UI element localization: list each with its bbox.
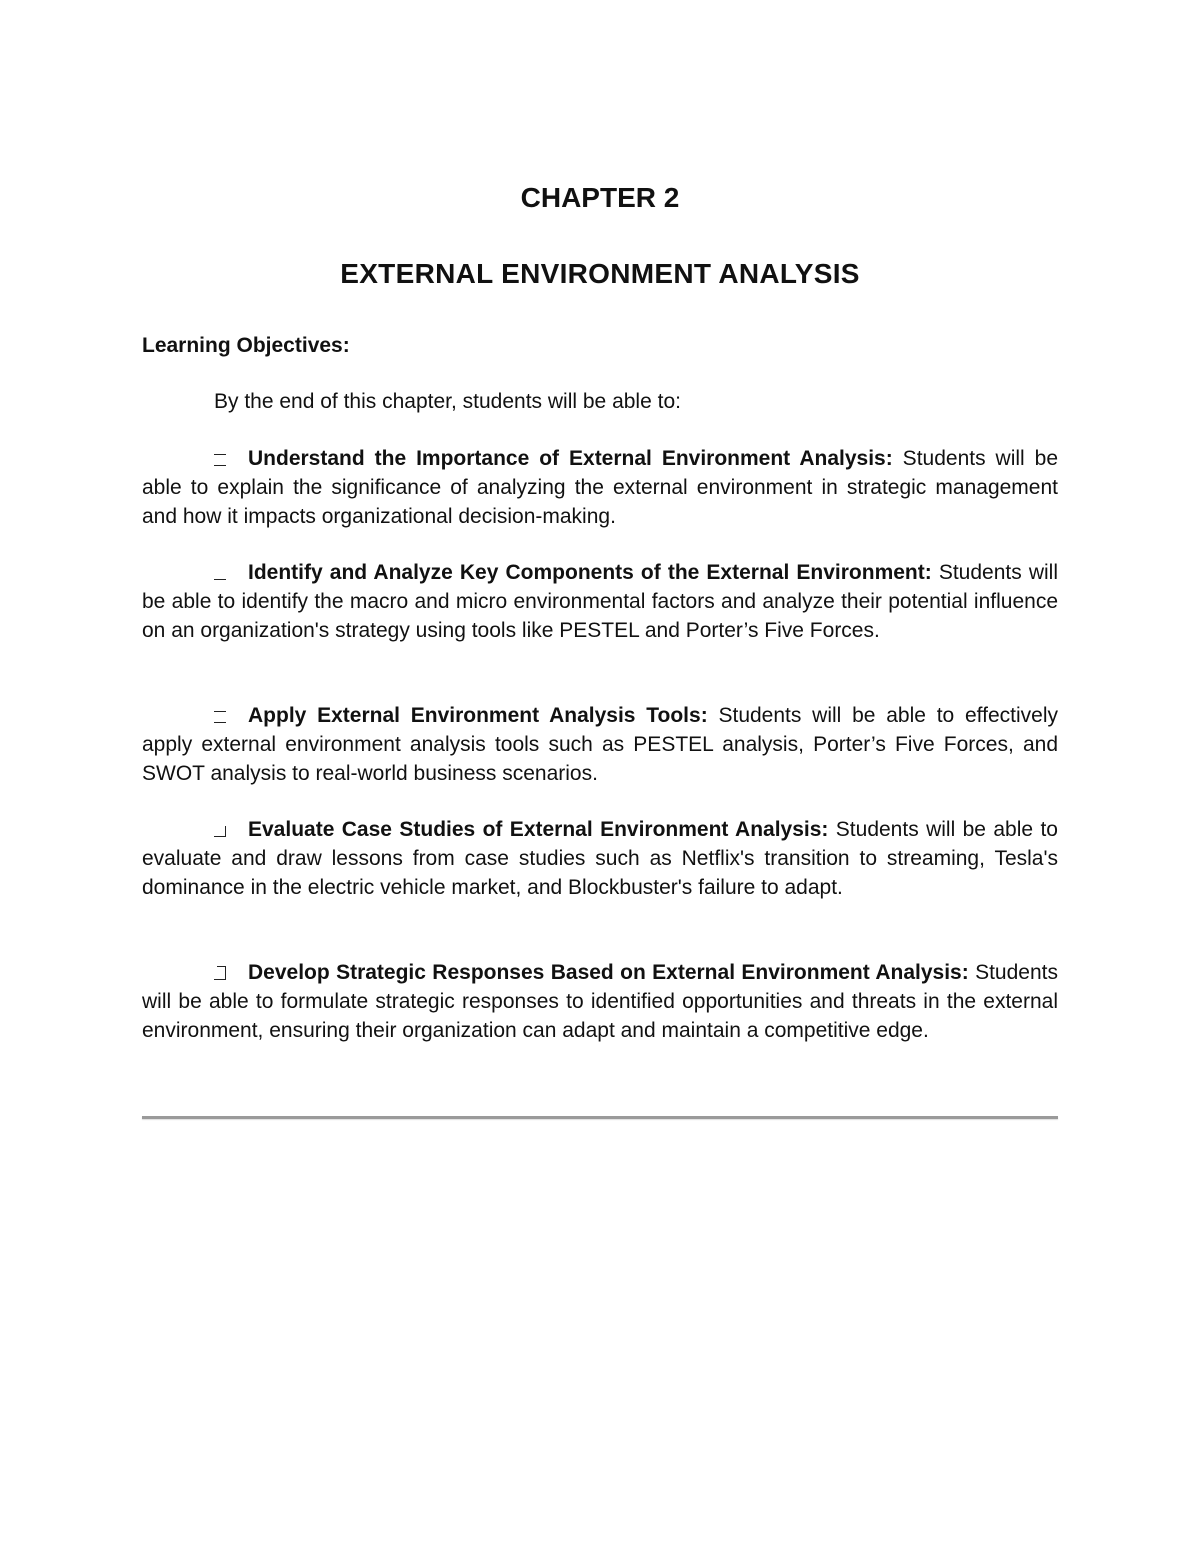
objective-text: Students will be able to identify the macro and micro environmental factors and analyze their potential influence on an organization's strategy using tools like PESTEL and Porter’s Five Forces. xyxy=(142,561,1058,642)
objective-item xyxy=(142,958,1058,1045)
objective-heading: Identify and Analyze Key Components of the External Environment: xyxy=(248,561,932,584)
bullet-icon xyxy=(214,566,226,580)
objective-text: Students will be able to formulate strategic responses to identified opportunities and threats in the external environment, ensuring their organization can adapt and maintain a competitive edge. xyxy=(142,961,1058,1042)
bullet-icon xyxy=(214,452,226,466)
objective-heading: Understand the Importance of External Environment Analysis: xyxy=(248,447,893,470)
objective-item xyxy=(142,558,1058,645)
bullet-icon xyxy=(214,966,226,980)
objective-heading: Develop Strategic Responses Based on External Environment Analysis: xyxy=(248,961,969,984)
objective-text: Students will be able to evaluate and draw lessons from case studies such as Netflix's transition to streaming, Tesla's dominance in the electric vehicle market, and Blockbuster's failure to adapt. xyxy=(142,818,1058,899)
bullet-icon xyxy=(214,709,226,723)
chapter-number: CHAPTER 2 xyxy=(520,182,680,213)
learning-objectives-heading: Learning Objectives: xyxy=(142,334,350,357)
intro-text: By the end of this chapter, students will be able to: xyxy=(214,390,681,413)
bullet-icon xyxy=(214,823,226,837)
objective-item xyxy=(142,815,1058,902)
objective-heading: Apply External Environment Analysis Tools: xyxy=(248,704,708,727)
objective-text: Students will be able to explain the significance of analyzing the external environment in strategic management and how it impacts organizational decision-making. xyxy=(142,447,1059,528)
objective-heading: Evaluate Case Studies of External Environment Analysis: xyxy=(248,818,829,841)
objective-item xyxy=(142,701,1058,788)
objective-text: Students will be able to effectively apply external environment analysis tools such as PESTEL analysis, Porter’s Five Forces, and SWOT analysis to real-world business scenarios. xyxy=(142,704,1058,785)
horizontal-divider xyxy=(142,1116,1058,1119)
chapter-title: EXTERNAL ENVIRONMENT ANALYSIS xyxy=(340,258,860,289)
objective-item xyxy=(142,444,1058,531)
